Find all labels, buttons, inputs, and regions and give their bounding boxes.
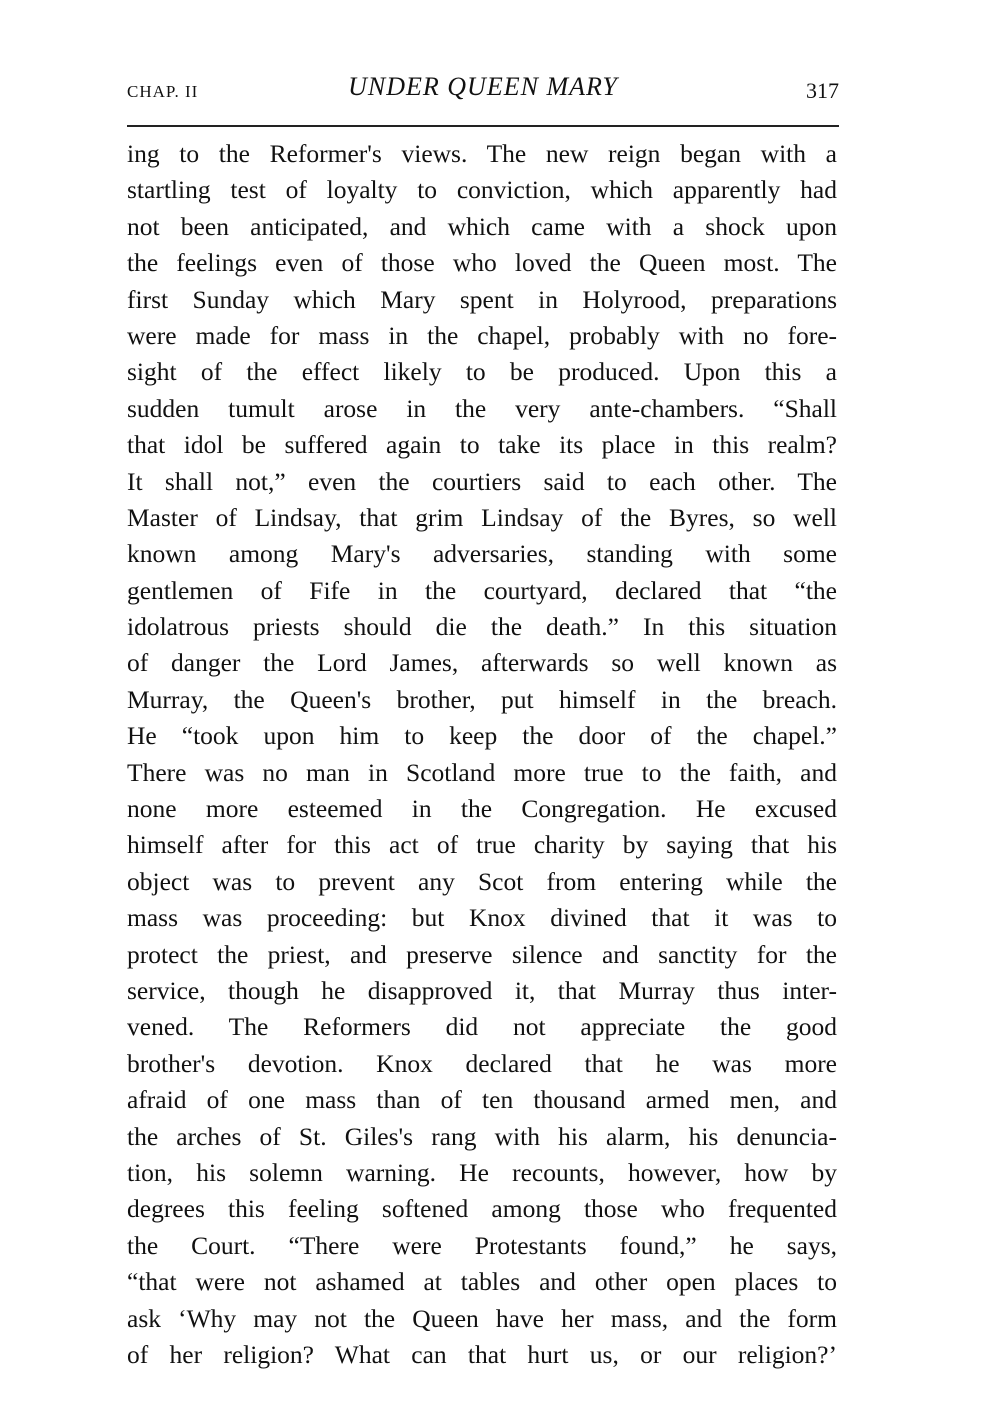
- text-line: Master of Lindsay, that grim Lindsay of the Byres, so well: [127, 502, 837, 532]
- text-line: were made for mass in the chapel, probably with no fore-: [127, 320, 837, 350]
- page-number: 317: [806, 78, 839, 103]
- text-line: of her religion? What can that hurt us, or our religion?’: [127, 1339, 837, 1369]
- text-line: the arches of St. Giles's rang with his alarm, his denuncia-: [127, 1121, 837, 1151]
- text-line: ing to the Reformer's views. The new reign began with a: [127, 139, 837, 168]
- text-line: “that were not ashamed at tables and other open places to: [127, 1267, 837, 1297]
- text-line: sight of the effect likely to be produced. Upon this a: [127, 357, 837, 387]
- text-line: afraid of one mass than of ten thousand armed men, and: [127, 1085, 837, 1115]
- body-text: [127, 136, 837, 1373]
- text-line: known among Mary's adversaries, standing with some: [127, 539, 837, 569]
- text-line: the feelings even of those who loved the Queen most. The: [127, 248, 837, 278]
- text-line: sudden tumult arose in the very ante-chambers. “Shall: [127, 393, 837, 423]
- text-line: protect the priest, and preserve silence and sanctity for the: [127, 939, 837, 969]
- text-line: gentlemen of Fife in the courtyard, declared that “the: [127, 575, 837, 605]
- text-line: himself after for this act of true charity by saying that his: [127, 830, 837, 860]
- text-line: Murray, the Queen's brother, put himself in the breach.: [127, 684, 837, 714]
- text-line: He “took upon him to keep the door of the chapel.”: [127, 721, 837, 751]
- text-line: that idol be suffered again to take its place in this realm?: [127, 430, 837, 460]
- text-line: mass was proceeding: but Knox divined that it was to: [127, 903, 837, 933]
- text-line: degrees this feeling softened among those who frequented: [127, 1194, 837, 1224]
- header-rule: [127, 125, 839, 127]
- text-line: It shall not,” even the courtiers said to each other. The: [127, 466, 837, 496]
- text-line: not been anticipated, and which came with a shock upon: [127, 211, 837, 241]
- text-line: of danger the Lord James, afterwards so well known as: [127, 648, 837, 678]
- text-line: vened. The Reformers did not appreciate the good: [127, 1012, 837, 1042]
- text-line: service, though he disapproved it, that Murray thus inter-: [127, 975, 837, 1005]
- chapter-label: CHAP. II: [127, 82, 199, 101]
- text-line: ask ‘Why may not the Queen have her mass, and the form: [127, 1303, 837, 1333]
- text-line: startling test of loyalty to conviction, which apparently had: [127, 175, 837, 205]
- text-line: idolatrous priests should die the death.” In this situation: [127, 612, 837, 642]
- text-line: first Sunday which Mary spent in Holyrood, preparations: [127, 284, 837, 314]
- text-line: the Court. “There were Protestants found,” he says,: [127, 1230, 837, 1260]
- running-title: UNDER QUEEN MARY: [348, 72, 618, 101]
- text-line: none more esteemed in the Congregation. He excused: [127, 794, 837, 824]
- text-line: brother's devotion. Knox declared that he was more: [127, 1048, 837, 1078]
- text-line: tion, his solemn warning. He recounts, however, how by: [127, 1157, 837, 1187]
- text-line: object was to prevent any Scot from entering while the: [127, 866, 837, 896]
- text-line: There was no man in Scotland more true to the faith, and: [127, 757, 837, 787]
- running-header: [127, 72, 839, 110]
